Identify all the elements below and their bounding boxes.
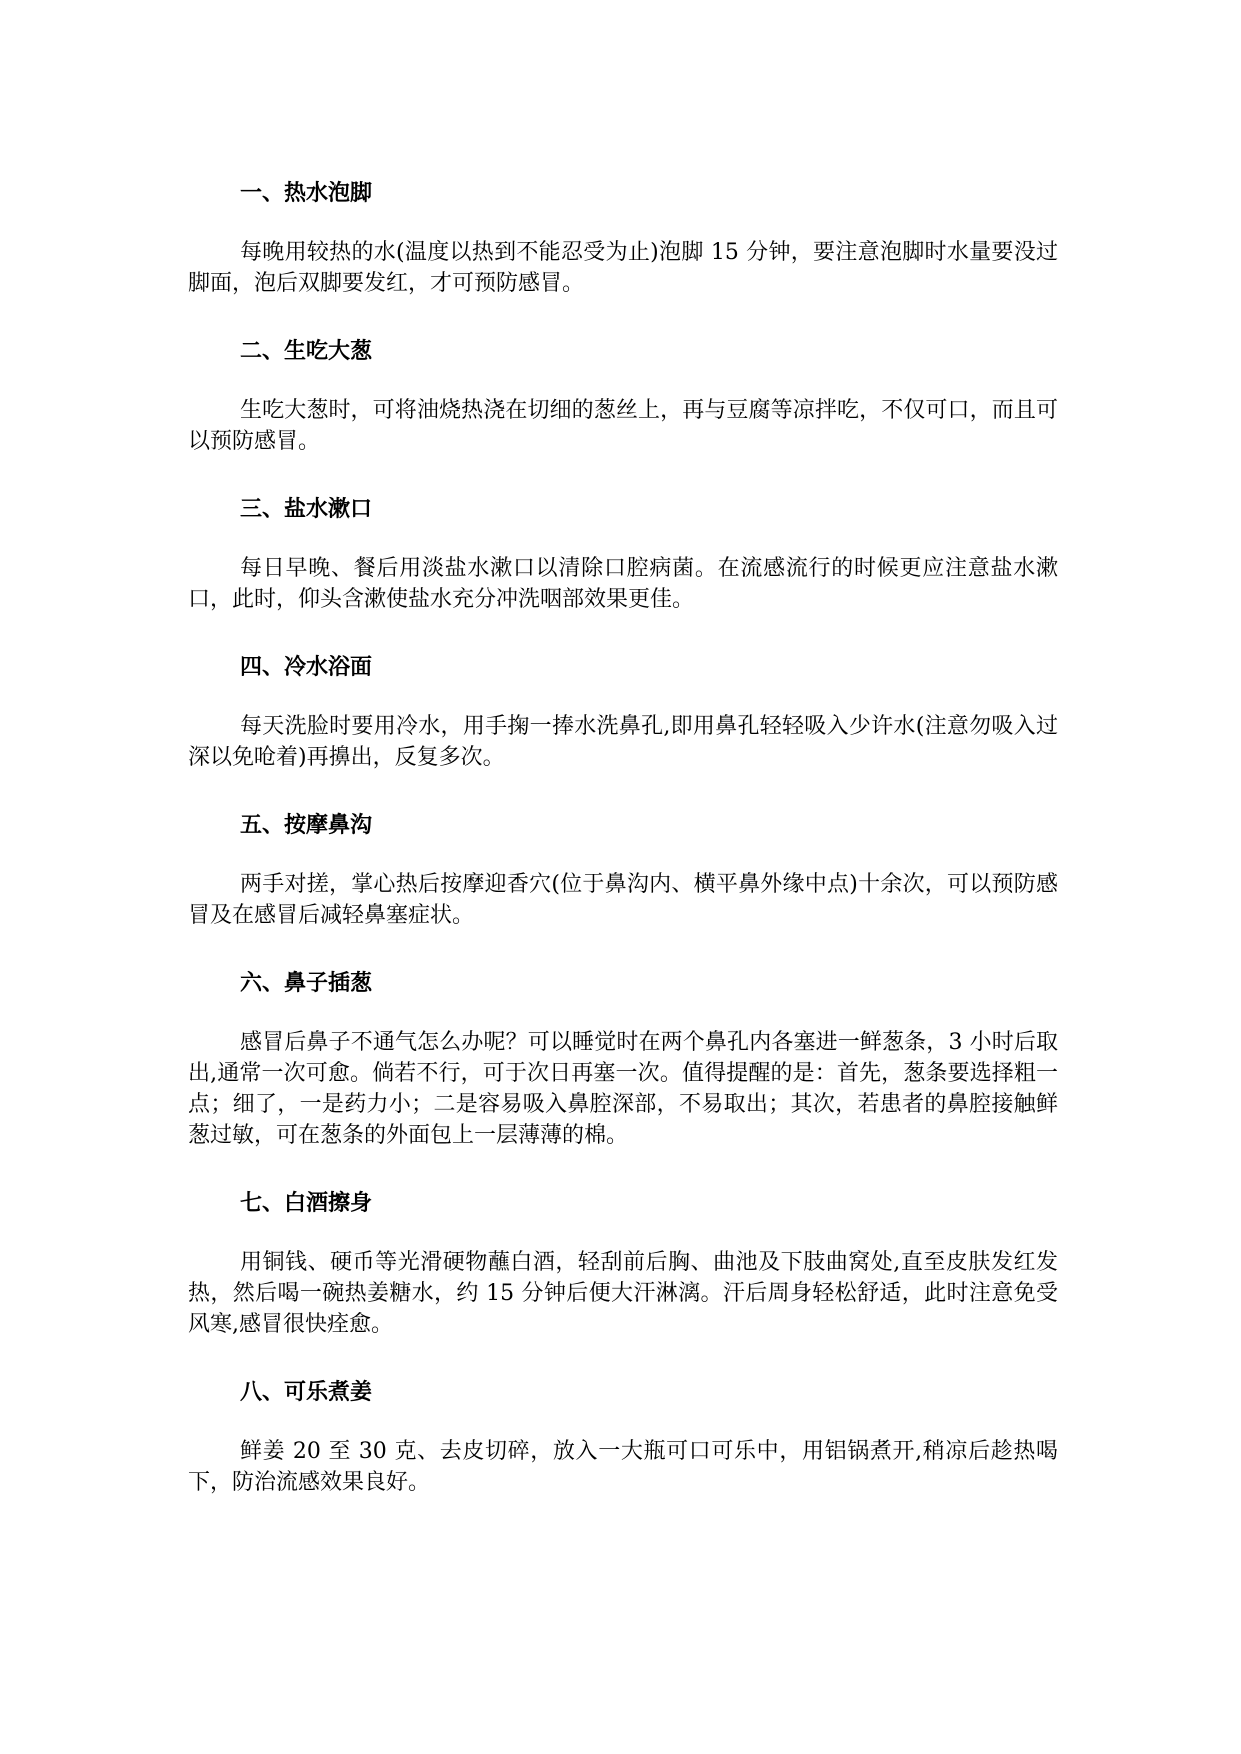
section-salt-water-gargle: [188, 494, 1058, 615]
section-paragraph: 用铜钱、硬币等光滑硬物蘸白酒，轻刮前后胸、曲池及下肢曲窝处,直至皮肤发红发热，然后喝一碗热姜糖水，约 15 分钟后便大汗淋漓。汗后周身轻松舒适，此时注意免受风寒,感冒很快痊愈。: [188, 1250, 1058, 1337]
section-paragraph: 生吃大葱时，可将油烧热浇在切细的葱丝上，再与豆腐等凉拌吃，不仅可口，而且可以预防感冒。: [188, 398, 1058, 454]
section-heading: 四、冷水浴面: [240, 655, 373, 680]
section-paragraph: 每日早晚、餐后用淡盐水漱口以清除口腔病菌。在流感流行的时候更应注意盐水漱口，此时，仰头含漱使盐水充分冲洗咽部效果更佳。: [188, 556, 1058, 612]
section-scallion-in-nose: [188, 968, 1058, 1151]
section-heading: 二、生吃大葱: [240, 339, 373, 364]
section-heading: 五、按摩鼻沟: [240, 813, 373, 838]
section-heading: 八、可乐煮姜: [240, 1380, 373, 1405]
section-paragraph: 感冒后鼻子不通气怎么办呢？可以睡觉时在两个鼻孔内各塞进一鲜葱条，3 小时后取出,通常一次可愈。倘若不行，可于次日再塞一次。值得提醒的是：首先，葱条要选择粗一点；细了，一是药力小；二是容易吸入鼻腔深部，不易取出；其次，若患者的鼻腔接触鲜葱过敏，可在葱条的外面包上一层薄薄的棉。: [188, 1030, 1058, 1148]
section-paragraph: 鲜姜 20 至 30 克、去皮切碎，放入一大瓶可口可乐中，用铝锅煮开,稍凉后趁热喝下，防治流感效果良好。: [188, 1439, 1058, 1495]
section-cold-water-face-wash: [188, 652, 1058, 773]
section-paragraph: 每天洗脸时要用冷水，用手掬一捧水洗鼻孔,即用鼻孔轻轻吸入少许水(注意勿吸入过深以免呛着)再擤出，反复多次。: [188, 714, 1058, 770]
section-paragraph: 两手对搓，掌心热后按摩迎香穴(位于鼻沟内、横平鼻外缘中点)十余次，可以预防感冒及在感冒后减轻鼻塞症状。: [188, 872, 1058, 928]
section-heading: 三、盐水漱口: [240, 497, 373, 522]
section-hot-water-foot-soak: [188, 178, 1058, 299]
section-heading: 七、白酒擦身: [240, 1191, 373, 1216]
section-cola-ginger: [188, 1377, 1058, 1498]
section-heading: 一、热水泡脚: [240, 181, 373, 206]
document-content: [188, 178, 1058, 1535]
section-nasal-groove-massage: [188, 810, 1058, 931]
section-paragraph: 每晚用较热的水(温度以热到不能忍受为止)泡脚 15 分钟，要注意泡脚时水量要没过脚面，泡后双脚要发红，才可预防感冒。: [188, 240, 1058, 296]
section-raw-scallion: [188, 336, 1058, 457]
section-liquor-rub: [188, 1188, 1058, 1340]
section-heading: 六、鼻子插葱: [240, 971, 373, 996]
